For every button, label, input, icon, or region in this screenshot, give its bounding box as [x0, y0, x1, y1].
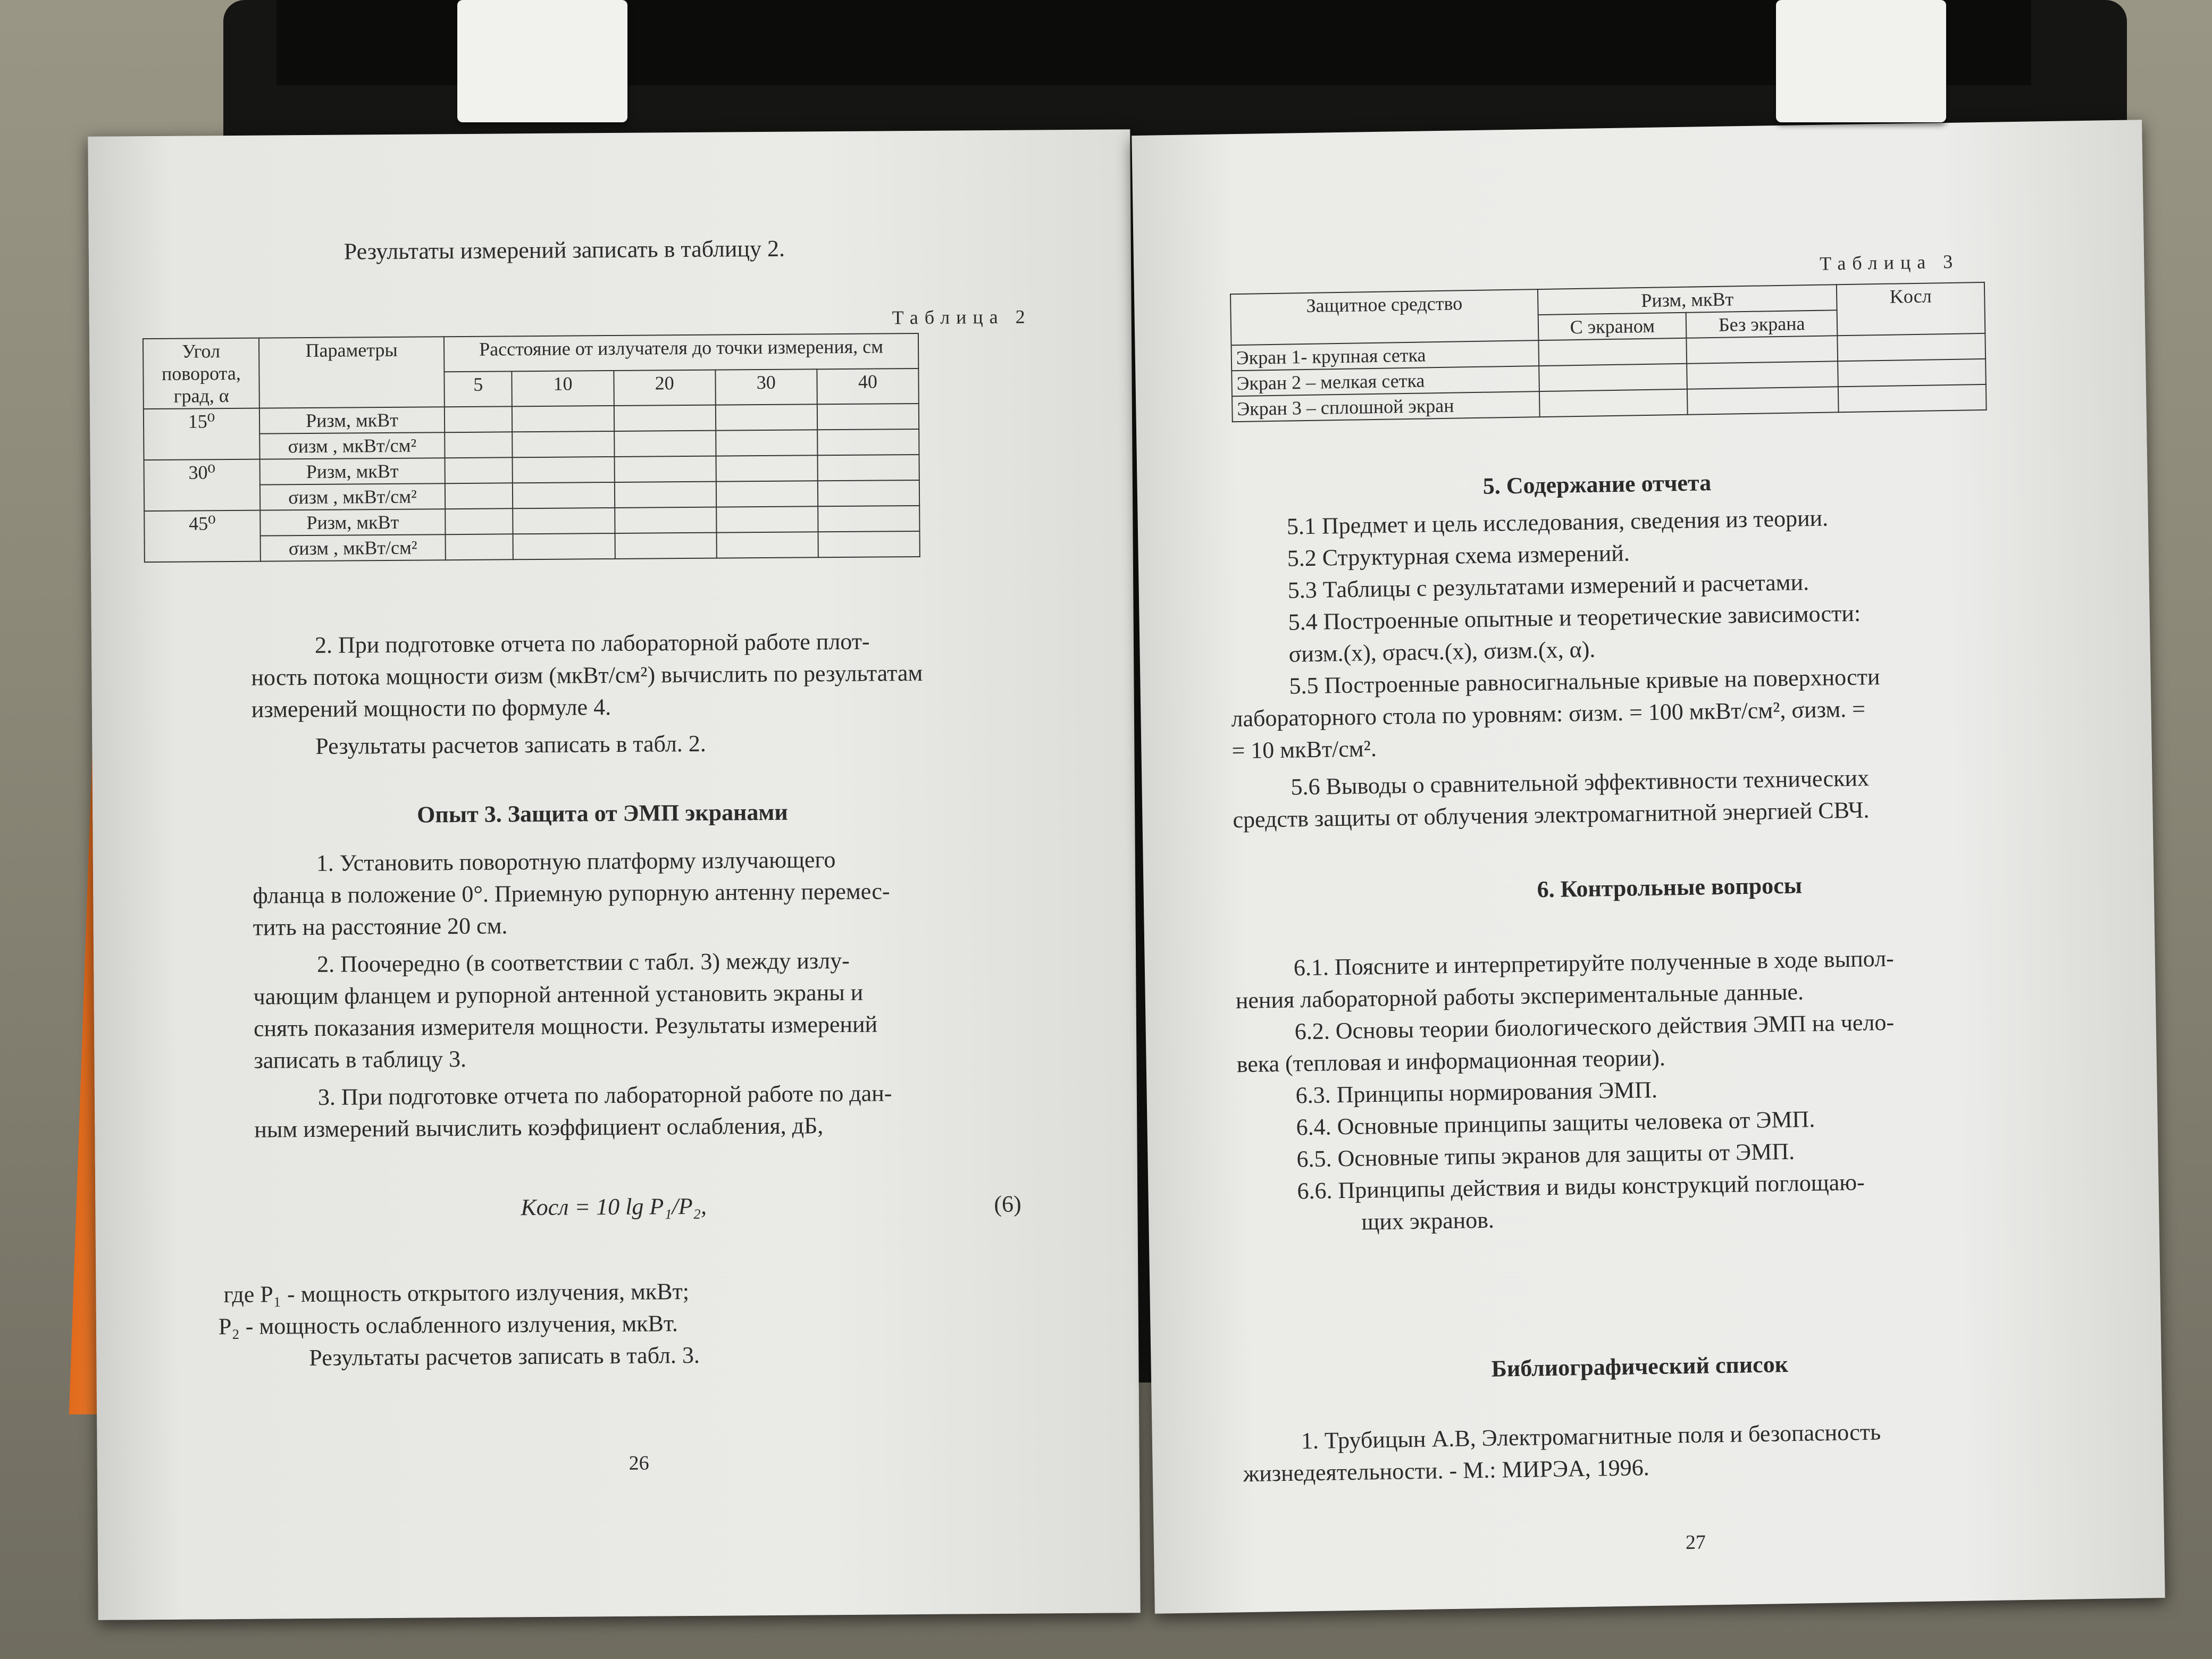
report-item: лабораторного стола по уровням: σизм. = 100 мкВт/см², σизм. = — [1231, 696, 1866, 732]
col-k-header: Kосл — [1837, 282, 1985, 336]
distance-10: 10 — [512, 371, 614, 406]
param-cell: σизм , мкВт/см² — [259, 432, 445, 459]
report-item: 5.1 Предмет и цель исследования, сведения из теории. — [1286, 505, 1829, 540]
col-p-header: Pизм, мкВт — [1538, 284, 1837, 315]
screen-cell: Экран 2 – мелкая сетка — [1231, 366, 1539, 396]
formula: Kосл = 10 lg P₁/P₂, — [521, 1193, 707, 1221]
question-item: нения лабораторной работы экспериментальные данные. — [1235, 978, 1804, 1014]
report-item: 5.3 Таблицы с результатами измерений и расчетами. — [1287, 569, 1809, 604]
table-row — [145, 531, 920, 562]
report-item: = 10 мкВт/см². — [1231, 735, 1377, 764]
step1-line: 1. Установить поворотную платформу излучающего — [316, 847, 836, 876]
formula-number: (6) — [994, 1191, 1021, 1218]
results-table2-text: Результаты расчетов записать в табл. 2. — [315, 730, 706, 759]
param-cell: σизм , мкВт/см² — [261, 534, 446, 561]
step3-line: 3. При подготовке отчета по лабораторной работе по дан- — [317, 1080, 892, 1110]
where-p2: P₂ - мощность ослабленного излучения, мкВт. — [218, 1310, 678, 1340]
report-title: 5. Содержание отчета — [1482, 470, 1712, 499]
question-item: века (тепловая и информационная теории). — [1236, 1044, 1666, 1078]
table-3 — [1230, 282, 1987, 422]
step2-line: 2. Поочередно (в соответствии с табл. 3) между излу- — [316, 947, 850, 977]
bibliography-title: Библиографический список — [1491, 1351, 1789, 1382]
col-with-header: С экраном — [1538, 313, 1687, 340]
col-distance-header: Расстояние от излучателя до точки измерения, см — [444, 333, 918, 372]
item2-line: ность потока мощности σизм (мкВт/см²) вычислить по результатам — [251, 659, 923, 691]
question-item: 6.2. Основы теории биологического действия ЭМП на чело- — [1294, 1009, 1895, 1045]
angle-cell: 45⁰ — [144, 510, 261, 563]
col-angle-header: Угол поворота, град, α — [143, 338, 259, 409]
step2-line: чающим фланцем и рупорной антенной установить экраны и — [253, 979, 864, 1010]
report-item: 5.6 Выводы о сравнительной эффективности технических — [1291, 765, 1870, 800]
page-number: 27 — [1685, 1531, 1706, 1554]
table2-label: Таблица 2 — [892, 306, 1032, 329]
section-title: Опыт 3. Защита от ЭМП экранами — [417, 799, 788, 828]
results-table3-text: Результаты расчетов записать в табл. 3. — [309, 1342, 700, 1371]
question-item: 6.4. Основные принципы защиты человека от ЭМП. — [1296, 1106, 1815, 1141]
angle-cell: 30⁰ — [144, 459, 261, 512]
page-number: 26 — [629, 1452, 649, 1474]
question-item: 6.3. Принципы нормирования ЭМП. — [1295, 1076, 1658, 1109]
item2-line: измерений мощности по формуле 4. — [251, 694, 611, 723]
report-item: средств защиты от облучения электромагнитной энергией СВЧ. — [1233, 797, 1870, 833]
distance-40: 40 — [817, 368, 919, 404]
report-item: 5.2 Структурная схема измерений. — [1287, 540, 1630, 572]
bibliography-item: 1. Трубицын А.В, Электромагнитные поля и безопасность — [1301, 1419, 1881, 1454]
param-cell: σизм , мкВт/см² — [260, 483, 445, 510]
col-without-header: Без экрана — [1686, 310, 1837, 338]
item2-line: 2. При подготовке отчета по лабораторной работе плот- — [314, 628, 870, 658]
where-p1: где P₁ - мощность открытого излучения, мкВт; — [223, 1278, 690, 1308]
screen-cell: Экран 1- крупная сетка — [1231, 340, 1539, 371]
binder-clip-right — [1776, 0, 1946, 122]
distance-5: 5 — [444, 371, 512, 407]
questions-title: 6. Контрольные вопросы — [1537, 872, 1803, 903]
param-cell: Pизм, мкВт — [260, 509, 445, 535]
step2-line: записать в таблицу 3. — [254, 1045, 467, 1074]
left-page — [88, 129, 1140, 1620]
bibliography-item: жизнедеятельности. - М.: МИРЭА, 1996. — [1243, 1454, 1650, 1487]
col-screen-header: Защитное средство — [1230, 289, 1538, 345]
report-item: 5.4 Построенные опытные и теоретические зависимости: — [1288, 600, 1861, 635]
param-cell: Pизм, мкВт — [259, 407, 445, 433]
distance-20: 20 — [614, 370, 716, 406]
angle-cell: 15⁰ — [144, 408, 260, 460]
table-2 — [143, 333, 920, 563]
question-item: 6.6. Принципы действия и виды конструкций поглощаю- — [1297, 1169, 1865, 1204]
step1-line: тить на расстояние 20 см. — [253, 912, 508, 941]
screen-cell: Экран 3 – сплошной экран — [1232, 391, 1540, 422]
question-item: 6.1. Поясните и интерпретируйте полученные в ходе выпол- — [1293, 945, 1895, 981]
intro-text: Результаты измерений записать в таблицу 2. — [343, 235, 785, 265]
question-item: 6.5. Основные типы экранов для защиты от ЭМП. — [1296, 1138, 1795, 1172]
col-params-header: Параметры — [259, 337, 445, 408]
step1-line: фланца в положение 0°. Приемную рупорную антенну перемес- — [253, 878, 890, 909]
distance-30: 30 — [715, 369, 817, 405]
report-item: 5.5 Построенные равносигнальные кривые на поверхности — [1289, 664, 1880, 699]
report-item: σизм.(x), σрасч.(x), σизм.(x, α). — [1288, 636, 1596, 667]
param-cell: Pизм, мкВт — [260, 458, 445, 484]
table3-label: Таблица 3 — [1819, 250, 1959, 274]
step3-line: ным измерений вычислить коэффициент ослабления, дБ, — [254, 1112, 824, 1143]
binder-clip-left — [457, 0, 627, 122]
right-page — [1132, 120, 2165, 1614]
step2-line: снять показания измерителя мощности. Результаты измерений — [253, 1011, 878, 1042]
question-item: щих экранов. — [1361, 1206, 1495, 1235]
